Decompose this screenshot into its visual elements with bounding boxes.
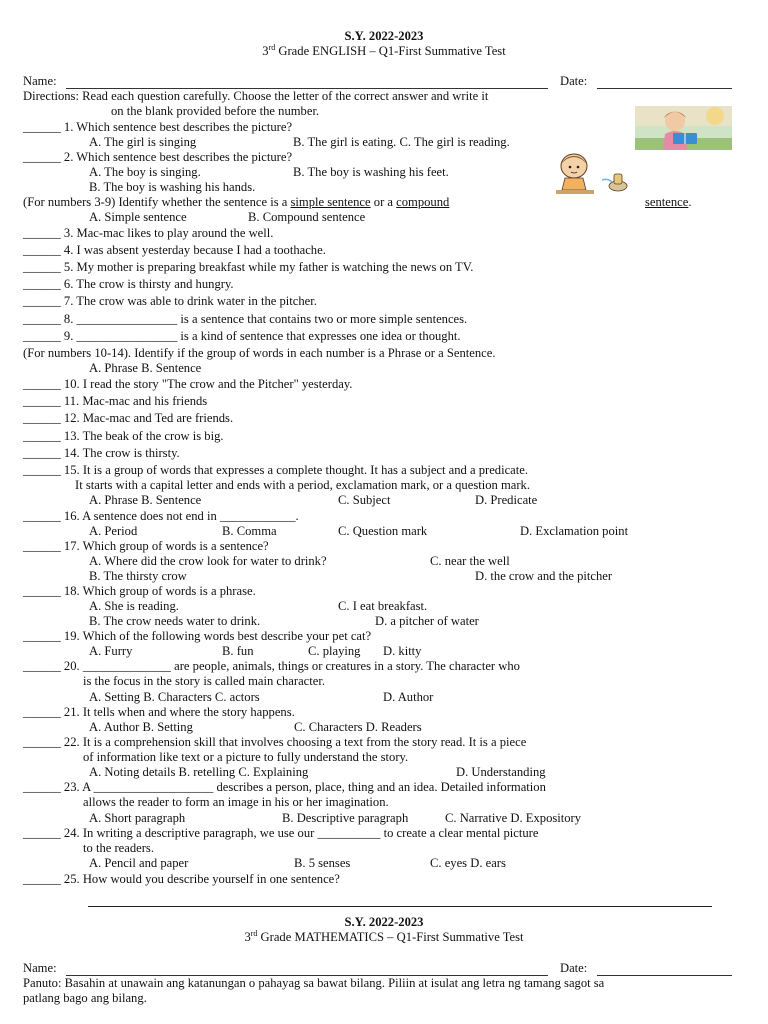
question-line: A. Phrase B. Sentence xyxy=(89,493,202,507)
question-line: D. kitty xyxy=(383,644,422,658)
math-school-year: S.Y. 2022-2023 xyxy=(344,915,424,929)
question-line: ______ 5. My mother is preparing breakfast while my father is watching the news on TV. xyxy=(23,260,474,274)
question-line: ______ 20. ______________ are people, animals, things or creatures in a story. The character who xyxy=(23,659,520,673)
question-line: B. The girl is eating. C. The girl is reading. xyxy=(293,135,510,149)
question-line: ______ 16. A sentence does not end in ____________. xyxy=(23,509,299,523)
question-line: A. Short paragraph xyxy=(89,811,186,825)
question-line: of information like text or a picture to fully understand the story. xyxy=(83,750,409,764)
question-line: ______ 10. I read the story "The crow and the Pitcher" yesterday. xyxy=(23,377,353,391)
question-line: allows the reader to form an image in his or her imagination. xyxy=(83,795,389,809)
question-line: B. Descriptive paragraph xyxy=(282,811,409,825)
question-line: ______ 22. It is a comprehension skill that involves choosing a text from the story read. It is a piece xyxy=(23,735,527,749)
english-directions: Directions: Read each question carefully. Choose the letter of the correct answer and write it xyxy=(23,89,489,103)
question-line: ______ 7. The crow was able to drink water in the pitcher. xyxy=(23,294,317,308)
math-date-label: Date: xyxy=(560,961,588,975)
question-line: D. Author xyxy=(383,690,434,704)
question-line: A. The girl is singing xyxy=(89,135,197,149)
question-line: is the focus in the story is called main character. xyxy=(83,674,325,688)
question-line: A. Setting B. Characters C. actors xyxy=(89,690,260,704)
question-line: D. a pitcher of water xyxy=(375,614,479,628)
question-line: C. Subject xyxy=(338,493,391,507)
english-name-label: Name: xyxy=(23,74,57,88)
question-line: A. She is reading. xyxy=(89,599,179,613)
question-line: A. Phrase B. Sentence xyxy=(89,361,202,375)
question-line: ______ 2. Which sentence best describes the picture? xyxy=(23,150,293,164)
english-directions-cont: on the blank provided before the number. xyxy=(111,104,320,118)
question-line: ______ 25. How would you describe yourself in one sentence? xyxy=(23,872,340,886)
question-line: C. eyes D. ears xyxy=(430,856,506,870)
question-line: ______ 8. ________________ is a sentence that contains two or more simple sentences. xyxy=(23,312,468,326)
question-line: ______ 24. In writing a descriptive paragraph, we use our __________ to create a clear mental picture xyxy=(23,826,539,840)
english-date-blank[interactable] xyxy=(597,88,732,89)
question-line: B. Compound sentence xyxy=(248,210,366,224)
question-line: ______ 19. Which of the following words best describe your pet cat? xyxy=(23,629,372,643)
question-line: ______ 1. Which sentence best describes the picture? xyxy=(23,120,293,134)
question-line: to the readers. xyxy=(83,841,154,855)
question-line: ______ 3. Mac-mac likes to play around the well. xyxy=(23,226,274,240)
boy-washing-picture xyxy=(552,150,630,196)
question-line: ______ 17. Which group of words is a sentence? xyxy=(23,539,269,553)
question-line: B. Comma xyxy=(222,524,277,538)
question-line: B. The boy is washing his feet. xyxy=(293,165,449,179)
question-line: C. I eat breakfast. xyxy=(338,599,428,613)
question-line: D. Exclamation point xyxy=(520,524,629,538)
math-date-blank[interactable] xyxy=(597,975,732,976)
question-line: A. Period xyxy=(89,524,138,538)
question-line: ______ 4. I was absent yesterday because I had a toothache. xyxy=(23,243,326,257)
question-line: A. Where did the crow look for water to drink? xyxy=(89,554,327,568)
question-line: ______ 18. Which group of words is a phrase. xyxy=(23,584,256,598)
question-line: A. Noting details B. retelling C. Explaining xyxy=(89,765,309,779)
question-line: A. Furry xyxy=(89,644,133,658)
math-test-title: 3rd Grade MATHEMATICS – Q1-First Summative Test xyxy=(244,928,524,944)
question-line: ______ 9. ________________ is a kind of sentence that expresses one idea or thought. xyxy=(23,329,461,343)
math-panuto: Panuto: Basahin at unawain ang katanungan o pahayag sa bawat bilang. Piliin at isulat ang letra ng tamang sagot sa xyxy=(23,976,605,990)
question-line: ______ 14. The crow is thirsty. xyxy=(23,446,180,460)
question-line: B. The thirsty crow xyxy=(89,569,187,583)
question-line: C. Characters D. Readers xyxy=(294,720,422,734)
question-line: B. The boy is washing his hands. xyxy=(89,180,256,194)
english-date-label: Date: xyxy=(560,74,588,88)
instruction-sentence-word: sentence. xyxy=(645,195,692,209)
girl-reading-picture xyxy=(635,106,732,150)
question-line: ______ 13. The beak of the crow is big. xyxy=(23,429,224,443)
question-line: D. Predicate xyxy=(475,493,538,507)
instruction-numbers-3-9: (For numbers 3-9) Identify whether the sentence is a simple sentence or a compound xyxy=(23,195,450,209)
question-line: A. Author B. Setting xyxy=(89,720,193,734)
question-line: It starts with a capital letter and ends with a period, exclamation mark, or a question mark. xyxy=(75,478,530,492)
question-line: C. playing xyxy=(308,644,361,658)
question-line: A. Pencil and paper xyxy=(89,856,189,870)
question-line: ______ 12. Mac-mac and Ted are friends. xyxy=(23,411,234,425)
question-line: C. near the well xyxy=(430,554,510,568)
question-line: D. Understanding xyxy=(456,765,546,779)
math-name-label: Name: xyxy=(23,961,57,975)
english-school-year: S.Y. 2022-2023 xyxy=(344,29,424,43)
question-line: D. the crow and the pitcher xyxy=(475,569,613,583)
question-line: (For numbers 10-14). Identify if the group of words in each number is a Phrase or a Sentence. xyxy=(23,346,496,360)
question-line: ______ 11. Mac-mac and his friends xyxy=(23,394,208,408)
question-line: ______ 23. A ___________________ describes a person, place, thing and an idea. Detailed information xyxy=(23,780,546,794)
math-panuto-cont: patlang bago ang bilang. xyxy=(23,991,147,1005)
english-test-title: 3rd Grade ENGLISH – Q1-First Summative Test xyxy=(262,42,506,58)
section-divider xyxy=(88,906,712,907)
question-line: C. Question mark xyxy=(338,524,428,538)
question-line: ______ 15. It is a group of words that expresses a complete thought. It has a subject and a predicate. xyxy=(23,463,529,477)
question-line: ______ 21. It tells when and where the story happens. xyxy=(23,705,295,719)
question-line: A. Simple sentence xyxy=(89,210,187,224)
question-line: C. Narrative D. Expository xyxy=(445,811,582,825)
question-line: B. 5 senses xyxy=(294,856,351,870)
question-line: ______ 6. The crow is thirsty and hungry. xyxy=(23,277,234,291)
question-line: B. The crow needs water to drink. xyxy=(89,614,261,628)
question-line: B. fun xyxy=(222,644,254,658)
question-line: A. The boy is singing. xyxy=(89,165,201,179)
